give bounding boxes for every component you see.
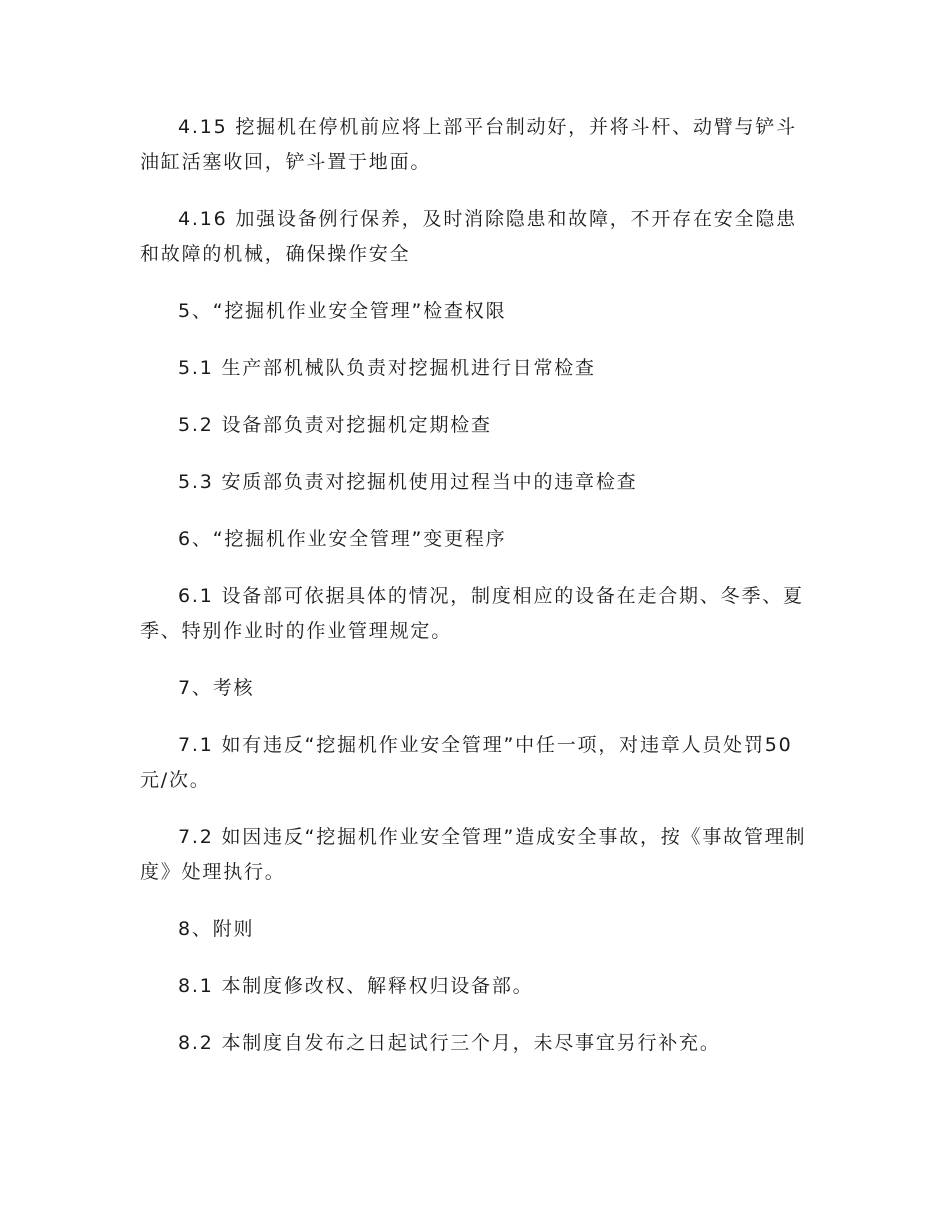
paragraph-8-1: 8.1 本制度修改权、解释权归设备部。	[178, 975, 534, 997]
paragraph-5-1: 5.1 生产部机械队负责对挖掘机进行日常检查	[178, 357, 596, 379]
section-heading-8: 8、附则	[178, 918, 255, 940]
section-heading-7: 7、考核	[178, 677, 255, 699]
section-heading-6: 6、“挖掘机作业安全管理”变更程序	[178, 528, 507, 550]
paragraph-8-2: 8.2 本制度自发布之日起试行三个月，未尽事宜另行补充。	[178, 1032, 721, 1054]
paragraph-7-1: 7.1 如有违反“挖掘机作业安全管理”中任一项，对违章人员处罚50元/次。	[140, 734, 793, 791]
paragraph-6-1: 6.1 设备部可依据具体的情况，制度相应的设备在走合期、冬季、夏季、特别作业时的作业管理规定。	[140, 585, 804, 642]
paragraph-5-3: 5.3 安质部负责对挖掘机使用过程当中的违章检查	[178, 471, 638, 493]
paragraph-7-2: 7.2 如因违反“挖掘机作业安全管理”造成安全事故，按《事故管理制度》处理执行。	[140, 826, 807, 883]
paragraph-4-16: 4.16 加强设备例行保养，及时消除隐患和故障，不开存在安全隐患和故障的机械，确保操作安全	[140, 208, 797, 265]
document-body	[140, 110, 810, 1083]
paragraph-4-15: 4.15 挖掘机在停机前应将上部平台制动好，并将斗杆、动臂与铲斗油缸活塞收回，铲斗置于地面。	[140, 116, 797, 173]
paragraph-5-2: 5.2 设备部负责对挖掘机定期检查	[178, 414, 492, 436]
section-heading-5: 5、“挖掘机作业安全管理”检查权限	[178, 300, 507, 322]
